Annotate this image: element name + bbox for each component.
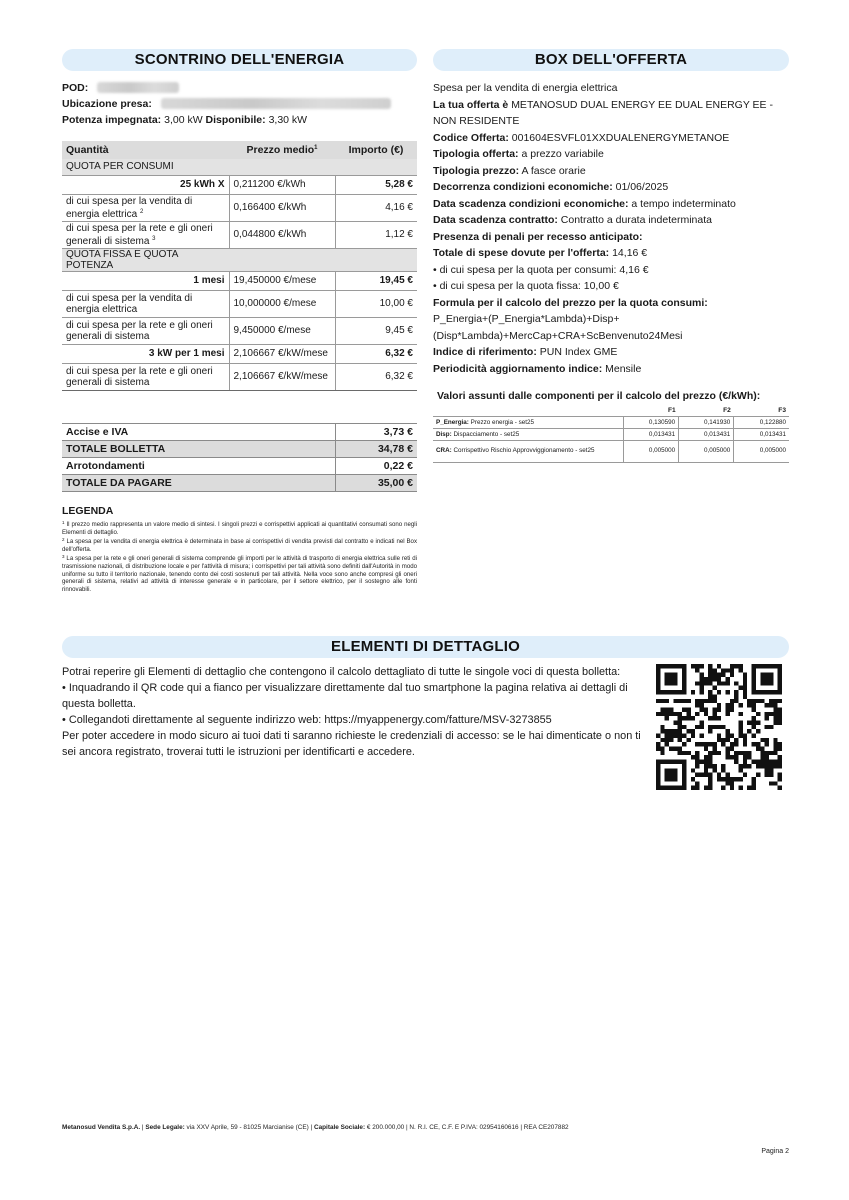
dettaglio-body — [62, 664, 647, 760]
page-number: Pagina 2 — [761, 1148, 789, 1155]
valori-table — [433, 405, 789, 463]
table-row: di cui spesa per la vendita di energia elettrica 10,000000 €/mese 10,00 € — [62, 290, 417, 317]
table-row: 3 kW per 1 mesi 2,106667 €/kW/mese 6,32 € — [62, 344, 417, 363]
legenda-note-3: $^3$ La spesa per la rete e gli oneri generali di sistema comprende gli importi per le attività di trasporto di energia elettrica sulle reti di trasmissione nazionali, di distribuzione locale e per l'attività di misura; i corrispettivi per tali attività sono definiti dall'Autorità in modo uniforme su tutto il territorio nazionale, tenendo conto dei costi sostenuti per tali attività. Nella voce sono anche compresi gli oneri generali di sistema, relativi ad attività di interesse generale e in particolare, per il settore elettrico, per il sostegno alle fonti rinnovabili. — [62, 554, 417, 593]
codice-offerta: Codice Offerta: 001604ESVFL01XXDUALENERGYMETANOE — [433, 131, 730, 144]
penali: Presenza di penali per recesso anticipato: — [433, 230, 643, 243]
table-row: di cui spesa per la rete e gli oneri generali di sistema 2,106667 €/kW/mese 6,32 € — [62, 363, 417, 390]
disponibile-value: 3,30 kW — [268, 114, 308, 126]
formula-label: Formula per il calcolo del prezzo per la quota consumi: — [433, 296, 708, 309]
table-row: 1 mesi 19,450000 €/mese 19,45 € — [62, 271, 417, 290]
header-prezzo: Prezzo medio$^1$ — [229, 141, 335, 159]
dettaglio-p2: • Inquadrando il QR code qui a fianco per visualizzare direttamente dal tuo smartphone la pagina relativa ai dettagli di questa bolletta. — [62, 682, 628, 710]
potenza-label: Potenza impegnata: — [62, 114, 162, 126]
section-quota-fissa: QUOTA FISSA E QUOTA POTENZA — [62, 248, 417, 271]
pod-label: POD: — [62, 82, 89, 94]
offerta-name: La tua offerta è METANOSUD DUAL ENERGY EE DUAL ENERGY EE - NON RESIDENTE — [433, 98, 773, 127]
table-row: Disp: Dispacciamento - set25 0,013431 0,013431 0,013431 — [433, 428, 789, 440]
pod-row — [62, 80, 417, 96]
bullet-fissa: • di cui spesa per la quota fissa: 10,00 € — [433, 280, 619, 292]
bullet-consumi: • di cui spesa per la quota per consumi: 4,16 € — [433, 263, 649, 276]
scontrino-title: SCONTRINO DELL'ENERGIA — [134, 51, 345, 68]
pod-value-redacted — [97, 82, 179, 93]
scadenza-contratto: Data scadenza contratto: Contratto a durata indeterminata — [433, 214, 712, 226]
table-row: di cui spesa per la rete e gli oneri generali di sistema 9,450000 €/mese 9,45 € — [62, 317, 417, 344]
indice: Indice di riferimento: PUN Index GME — [433, 346, 618, 358]
dettaglio-link[interactable]: https://myappenergy.com/fatture/MSV-3273855 — [324, 714, 552, 726]
formula-line-1: P_Energia+(P_Energia*Lambda)+Disp+ — [433, 313, 620, 325]
table-row: 25 kWh X 0,211200 €/kWh 5,28 € — [62, 175, 417, 194]
offerta-intro: Spesa per la vendita di energia elettrica — [433, 82, 618, 94]
legenda-title: LEGENDA — [62, 505, 114, 517]
footer-legal: Metanosud Vendita S.p.A. | Sede Legale: via XXV Aprile, 59 - 81025 Marcianise (CE) | Capitale Sociale: € 200.000,00 | N. R.I. CE, C.F. E P.IVA: 02954160616 | REA CE207882 — [62, 1124, 569, 1131]
dettaglio-p1: Potrai reperire gli Elementi di dettaglio che contengono il calcolo dettagliato di tutte le singole voci di questa bolletta: — [62, 666, 621, 678]
dettaglio-p3: • Collegandoti direttamente al seguente indirizzo web: https://myappenergy.com/fatture/MSV-3273855 — [62, 714, 552, 726]
table-header-row — [62, 141, 417, 159]
table-row: P_Energia: Prezzo energia - set25 0,130590 0,141930 0,122880 — [433, 416, 789, 428]
potenza-value: 3,00 kW — [164, 114, 203, 126]
offerta-title: BOX DELL'OFFERTA — [534, 51, 688, 68]
potenza-row — [62, 112, 417, 128]
ubicazione-row — [62, 96, 417, 112]
header-importo: Importo (€) — [335, 141, 417, 159]
periodicita: Periodicità aggiornamento indice: Mensile — [433, 362, 642, 375]
tipologia-offerta: Tipologia offerta: a prezzo variabile — [433, 148, 604, 160]
header-quantita: Quantità — [62, 141, 229, 159]
scontrino-header — [62, 49, 417, 71]
legenda-note-2: $^2$ La spesa per la vendita di energia elettrica è determinata in base ai corrispettivi di vendita previsti dal contratto e indicati nel Box dell'offerta. — [62, 537, 417, 553]
valori-header: F1 F2 F3 — [667, 406, 786, 414]
legenda — [62, 505, 417, 593]
table-row: di cui spesa per la rete e gli oneri generali di sistema $^3$ 0,044800 €/kWh 1,12 € — [62, 221, 417, 248]
arrotondamenti-row: Arrotondamenti 0,22 € — [62, 458, 417, 475]
ubicazione-label: Ubicazione presa: — [62, 98, 152, 110]
dettaglio-title: ELEMENTI DI DETTAGLIO — [331, 638, 520, 655]
accise-row: Accise e IVA 3,73 € — [62, 424, 417, 441]
legenda-note-1: $^1$ Il prezzo medio rappresenta un valore medio di sintesi. I singoli prezzi e corrispettivi applicati ai quantitativi consumati sono negli Elementi di dettaglio. — [62, 520, 417, 536]
section-quota-consumi: QUOTA PER CONSUMI — [62, 159, 417, 175]
tipologia-prezzo: Tipologia prezzo: A fasce orarie — [433, 164, 586, 177]
table-row: di cui spesa per la vendita di energia elettrica $^2$ 0,166400 €/kWh 4,16 € — [62, 194, 417, 221]
valori-title: Valori assunti dalle componenti per il calcolo del prezzo (€/kWh): — [437, 390, 761, 402]
decorrenza: Decorrenza condizioni economiche: 01/06/2025 — [433, 181, 669, 193]
totale-bolletta-row: TOTALE BOLLETTA 34,78 € — [62, 441, 417, 458]
formula-line-2: (Disp*Lambda)+MercCap+CRA+ScBenvenuto24Mesi — [433, 329, 683, 342]
qr-code[interactable] — [656, 664, 782, 790]
table-row: CRA: Corrispettivo Rischio Approvviggionamento - set25 0,005000 0,005000 0,005000 — [433, 440, 789, 462]
scadenza-condizioni: Data scadenza condizioni economiche: a tempo indeterminato — [433, 197, 736, 210]
totale-da-pagare-row: TOTALE DA PAGARE 35,00 € — [62, 475, 417, 492]
dettaglio-header — [62, 636, 789, 658]
scontrino-table — [62, 141, 417, 391]
supply-info — [62, 80, 417, 128]
dettaglio-p4: Per poter accedere in modo sicuro ai tuoi dati ti saranno richieste le credenziali di accesso: se le hai dimenticate o non ti sei ancora registrato, troverai tutti le istruzioni per identificarti e accedere. — [62, 730, 641, 758]
disponibile-label: Disponibile: — [205, 114, 266, 126]
offerta-header — [433, 49, 789, 71]
offerta-details — [433, 80, 789, 377]
ubicazione-value-redacted — [161, 98, 391, 109]
totals-table — [62, 423, 417, 492]
totale-spese: Totale di spese dovute per l'offerta: 14,16 € — [433, 247, 648, 259]
